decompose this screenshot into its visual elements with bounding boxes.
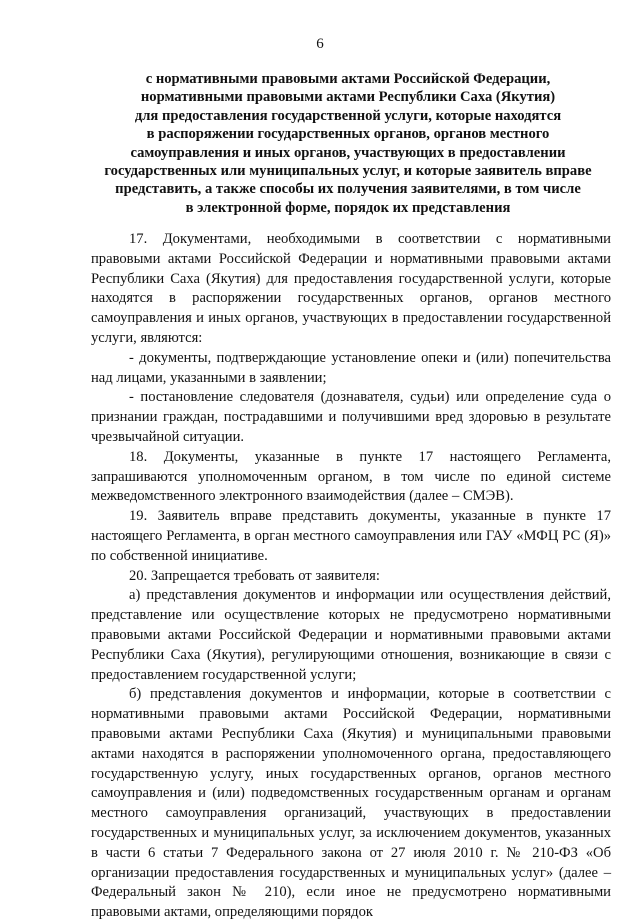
heading-line: самоуправления и иных органов, участвующих в предоставлении xyxy=(130,144,566,161)
subparagraph-b: б) представления документов и информации, которые в соответствии с нормативными правовыми актами Российской Федерации, нормативными правовыми актами Республики Саха (Якутия) и муниципальными правовыми актами находятся в распоряжении уполномоченного органа, предоставляющего государственную услугу, иных государственных органов, органов местного самоуправления и (или) подведомственных государственным органам и органам местного самоуправления организаций, участвующих в предоставлении государственных и муниципальных услуг, за исключением документов, указанных в части 6 статьи 7 Федерального закона от 27 июля 2010 г. № 210-ФЗ «Об организации предоставления государственных и муниципальных услуг» (далее – Федеральный закон № 210), если иное не предусмотрено нормативными правовыми актами, определяющими порядок xyxy=(91,686,611,921)
heading-line: для предоставления государственной услуги, которые находятся xyxy=(134,107,562,124)
heading-line: в электронной форме, порядок их представления xyxy=(185,199,511,216)
list-item-resolution: - постановление следователя (дознавателя, судьи) или определение суда о признании граждан, пострадавшими и получившими вред здоровью в результате чрезвычайной ситуации. xyxy=(91,389,611,445)
list-item-guardianship: - документы, подтверждающие установление опеки и (или) попечительства над лицами, указанными в заявлении; xyxy=(91,349,611,386)
heading-line: государственных или муниципальных услуг, и которые заявитель вправе xyxy=(104,163,592,180)
heading-line: представить, а также способы их получения заявителями, в том числе xyxy=(115,181,581,198)
body-text xyxy=(91,230,611,923)
page-number: 6 xyxy=(316,36,324,52)
paragraph-19: 19. Заявитель вправе представить документы, указанные в пункте 17 настоящего Регламента, в орган местного самоуправления или ГАУ «МФЦ РС (Я)» по собственной инициативе. xyxy=(91,508,611,564)
heading-line: в распоряжении государственных органов, органов местного xyxy=(146,126,550,143)
heading-line: с нормативными правовыми актами Российской Федерации, xyxy=(145,71,551,87)
section-heading xyxy=(88,70,608,217)
paragraph-20: 20. Запрещается требовать от заявителя: xyxy=(129,567,380,584)
paragraph-17: 17. Документами, необходимыми в соответствии с нормативными правовыми актами Российской Федерации и нормативными правовыми актами Республики Саха (Якутия) для предоставления государственной услуги, которые находятся в распоряжении государственных органов, органов местного самоуправления и иных органов, участвующих в предоставлении государственной услуги, являются: xyxy=(91,231,611,346)
heading-line: нормативными правовыми актами Республики Саха (Якутия) xyxy=(140,89,556,106)
paragraph-18: 18. Документы, указанные в пункте 17 настоящего Регламента, запрашиваются уполномоченным органом, в том числе по единой системе межведомственного электронного взаимодействия (далее – СМЭВ). xyxy=(91,448,611,505)
subparagraph-a: а) представления документов и информации или осуществления действий, представление или осуществление которых не предусмотрено нормативными правовыми актами Российской Федерации и нормативными правовыми актами Республики Саха (Якутия), регулирующими отношения, возникающие в связи с предоставлением государственной услуги; xyxy=(91,587,611,683)
